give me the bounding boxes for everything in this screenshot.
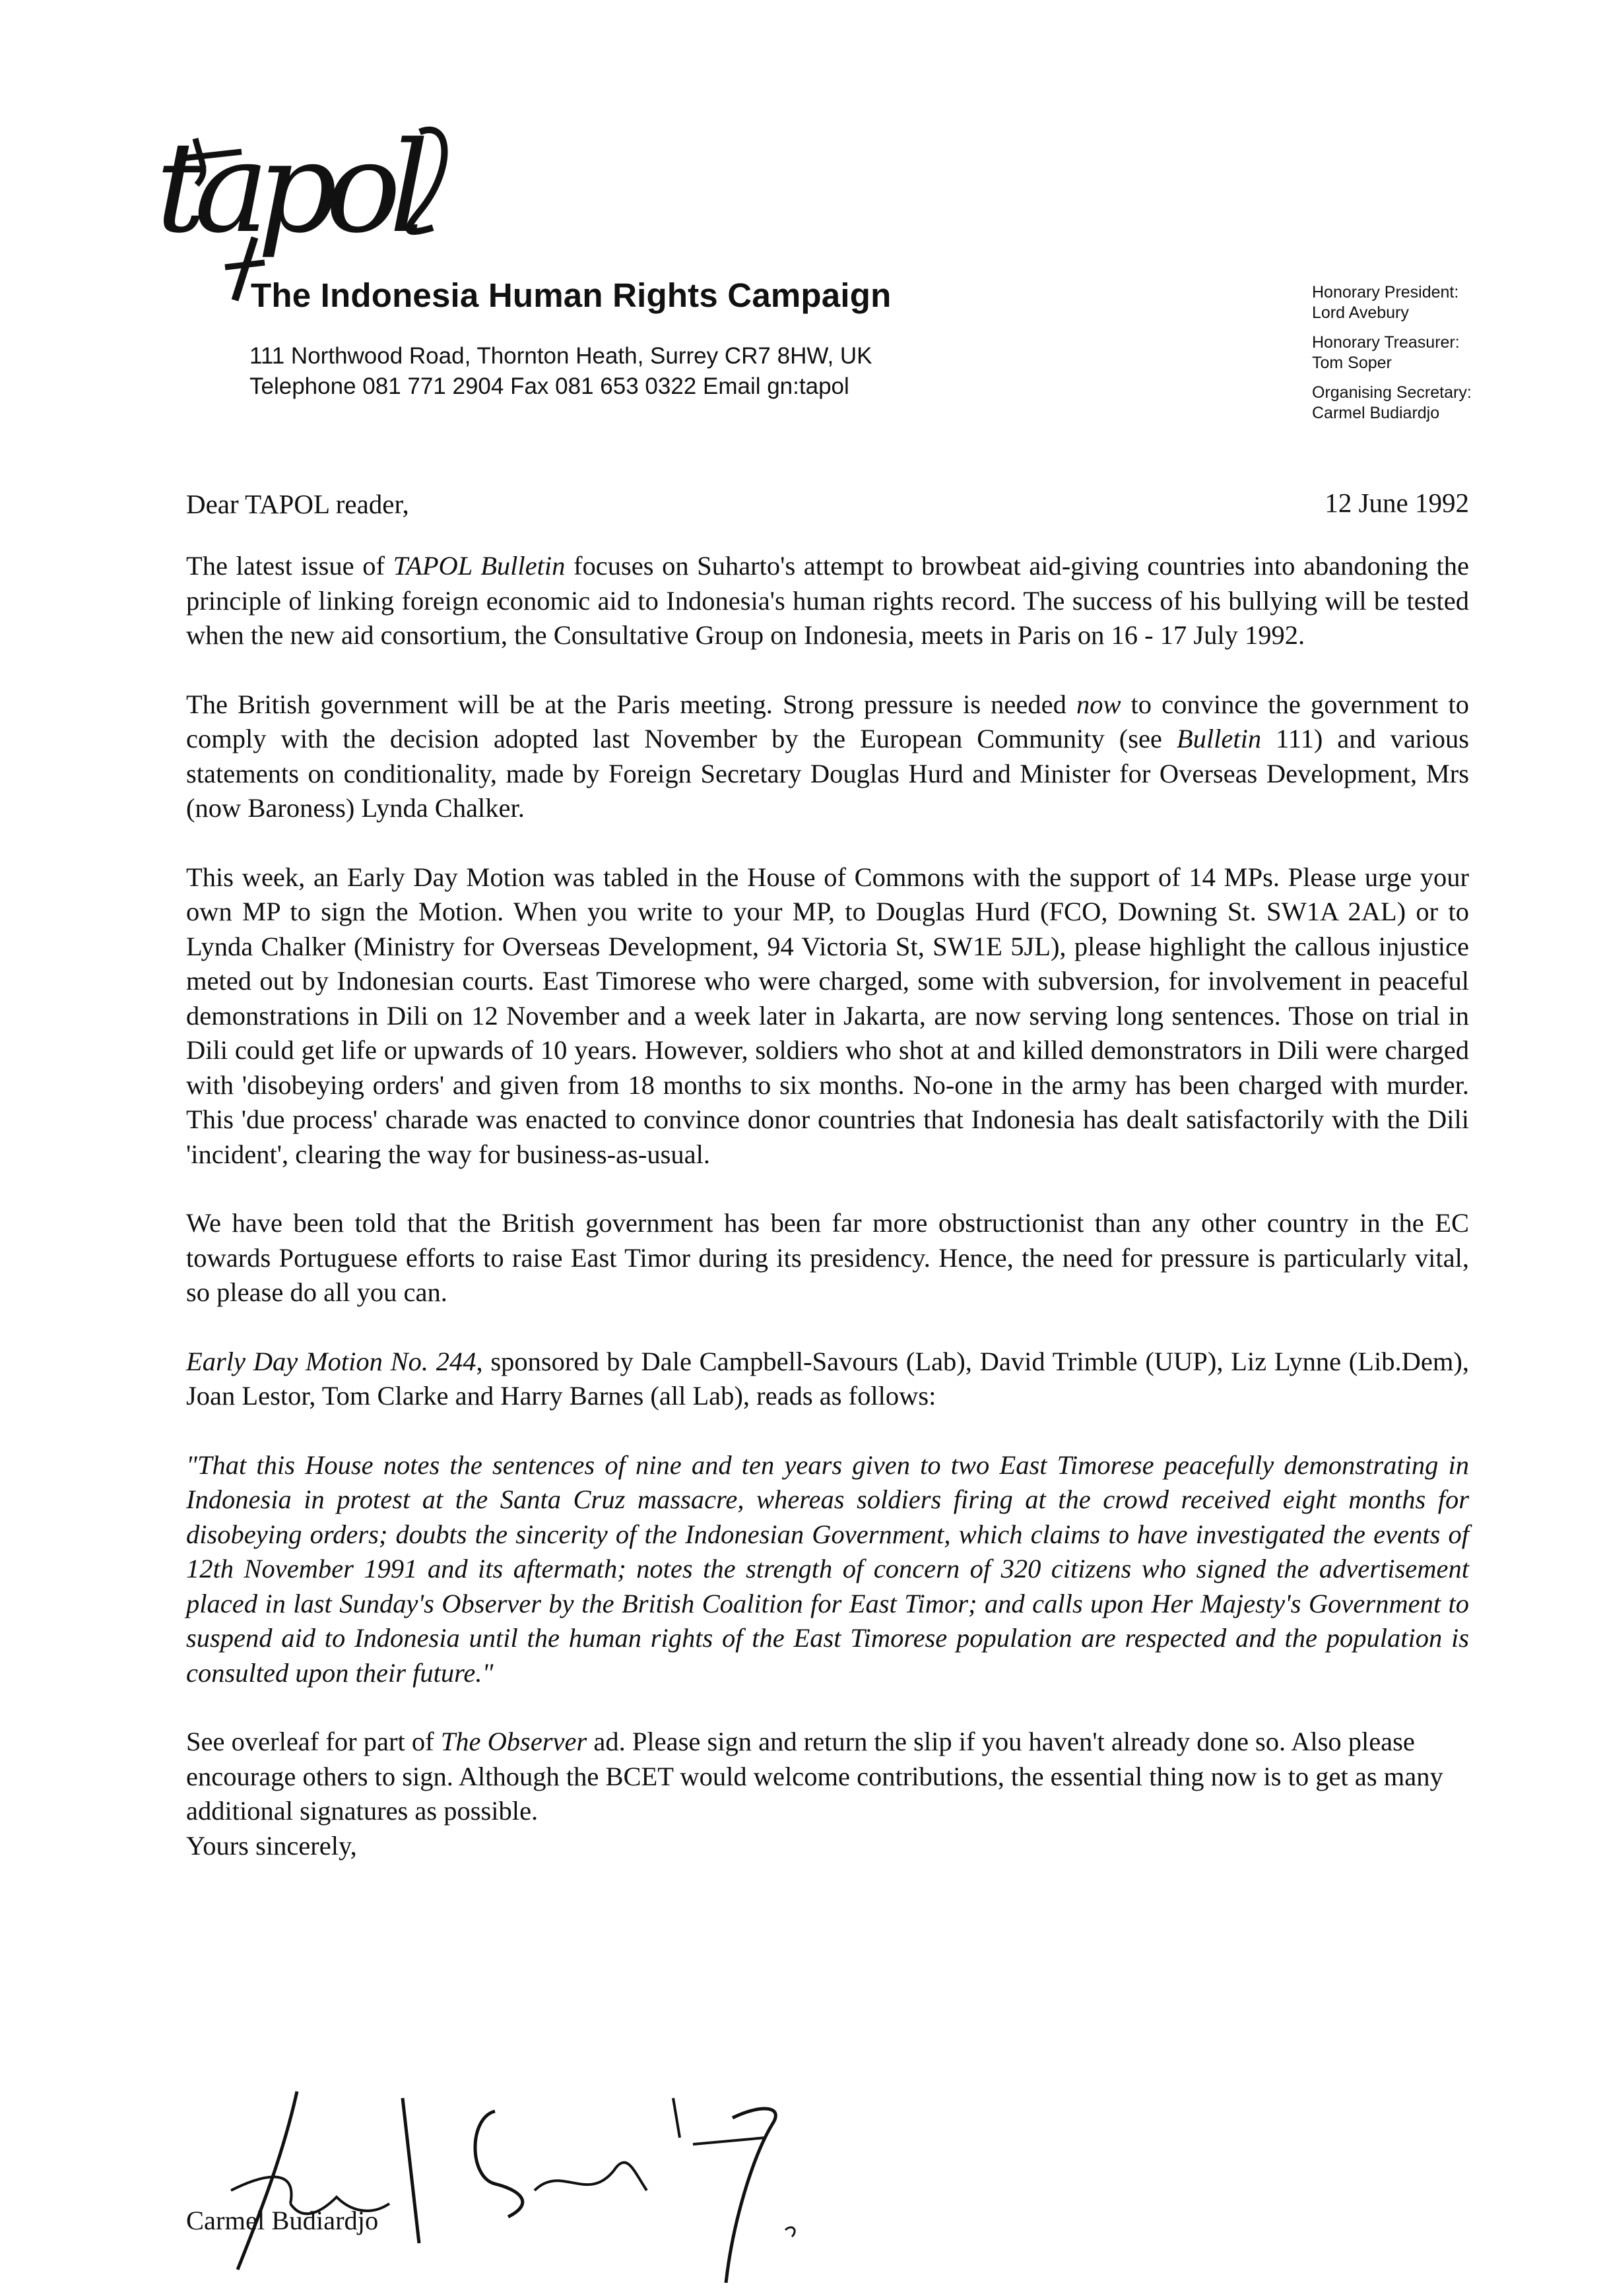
officer-role: Honorary President: [1312,283,1459,302]
italic-text: Early Day Motion No. 244 [186,1346,476,1376]
letter-body [186,549,1469,1863]
signer-name: Carmel Budiardjo [186,2206,379,2235]
italic-text: Bulletin [1176,724,1262,753]
officer-role: Organising Secretary: [1312,383,1472,402]
address-line: 111 Northwood Road, Thornton Heath, Surrey CR7 8HW, UK [249,343,872,369]
officer-name: Lord Avebury [1312,303,1409,322]
closing: Yours sincerely, [186,1830,357,1861]
contact-line: Telephone 081 771 2904 Fax 081 653 0322 Email gn:tapol [249,373,849,399]
handwritten-signature [191,2072,838,2289]
italic-text: now [1076,689,1121,719]
officers-list [1312,282,1472,433]
text-run: The British government will be at the Paris meeting. Strong pressure is needed [186,689,1076,719]
italic-text: TAPOL Bulletin [393,551,566,581]
organization-name: The Indonesia Human Rights Campaign [251,276,892,314]
officer-role: Honorary Treasurer: [1312,333,1460,352]
italic-text: The Observer [440,1727,587,1756]
officer-name: Carmel Budiardjo [1312,404,1440,422]
text-run: to convince the government to comply with the decision adopted last November by the European Community (see [186,689,1469,753]
text-run: See overleaf for part of [186,1727,441,1756]
paragraph: We have been told that the British government has been far more obstructionist than any other country in the EC towards Portuguese efforts to raise East Timor during its presidency. Hence, the need for pressure is particularly vital, so please do all you can. [186,1208,1469,1307]
text-run: 111) and various statements on conditionality, made by Foreign Secretary Douglas Hurd and Minister for Overseas Development, Mrs (now Baroness) Lynda Chalker. [186,724,1469,823]
text-run: focuses on Suharto's attempt to browbeat aid-giving countries into abandoning the principle of linking foreign economic aid to Indonesia's human rights record. The success of his bullying will be tested when the new aid consortium, the Consultative Group on Indonesia, meets in Paris on 16 - 17 July 1992. [186,551,1469,650]
paragraph [186,549,1469,653]
paragraph: This week, an Early Day Motion was tabled in the House of Commons with the support of 14 MPs. Please urge your own MP to sign the Motion. When you write to your MP, to Douglas Hurd (FCO, Downing St. SW1A 2AL) or to Lynda Chalker (Ministry for Overseas Development, 94 Victoria St, SW1E 5JL), please highlight the callous injustice meted out by Indonesian courts. East Timorese who were charged, some with subversion, for involvement in peaceful demonstrations in Dili on 12 November and a week later in Jakarta, are now serving long sentences. Those on trial in Dili could get life or upwards of 10 years. However, soldiers who shot at and killed demonstrators in Dili were charged with 'disobeying orders' and given from 18 months to six months. No-one in the army has been charged with murder. This 'due process' charade was enacted to convince donor countries that Indonesia has dealt satisfactorily with the Dili 'incident', clearing the way for business-as-usual. [186,862,1469,1169]
text-run: , sponsored by Dale Campbell-Savours (Lab), David Trimble (UUP), Liz Lynne (Lib.Dem), Joan Lestor, Tom Clarke and Harry Barnes (all Lab), reads as follows: [186,1346,1469,1411]
greeting: Dear TAPOL reader, [186,489,409,519]
motion-quote: "That this House notes the sentences of nine and ten years given to two East Timorese peacefully demonstrating in Indonesia in protest at the Santa Cruz massacre, whereas soldiers firing at the crowd received eight months for disobeying orders; doubts the sincerity of the Indonesian Government, which claims to have investigated the events of 12th November 1991 and its aftermath; notes the strength of concern of 320 citizens who signed the advertisement placed in last Sunday's Observer by the British Coalition for East Timor; and calls upon Her Majesty's Government to suspend aid to Indonesia until the human rights of the East Timorese population are respected and the population is consulted upon their future." [186,1450,1469,1688]
text-run: ad. Please sign and return the slip if you haven't already done so. Also please encourage others to sign. Although the BCET would welcome contributions, the essential thing now is to get as many additional signatures as possible. [186,1727,1443,1826]
svg-text:tapol: tapol [156,115,418,261]
paragraph [186,1345,1469,1414]
letter-date: 12 June 1992 [1325,488,1469,518]
officer-name: Tom Soper [1312,354,1392,372]
paragraph [186,1725,1469,1863]
paragraph [186,687,1469,826]
text-run: The latest issue of [186,551,393,581]
